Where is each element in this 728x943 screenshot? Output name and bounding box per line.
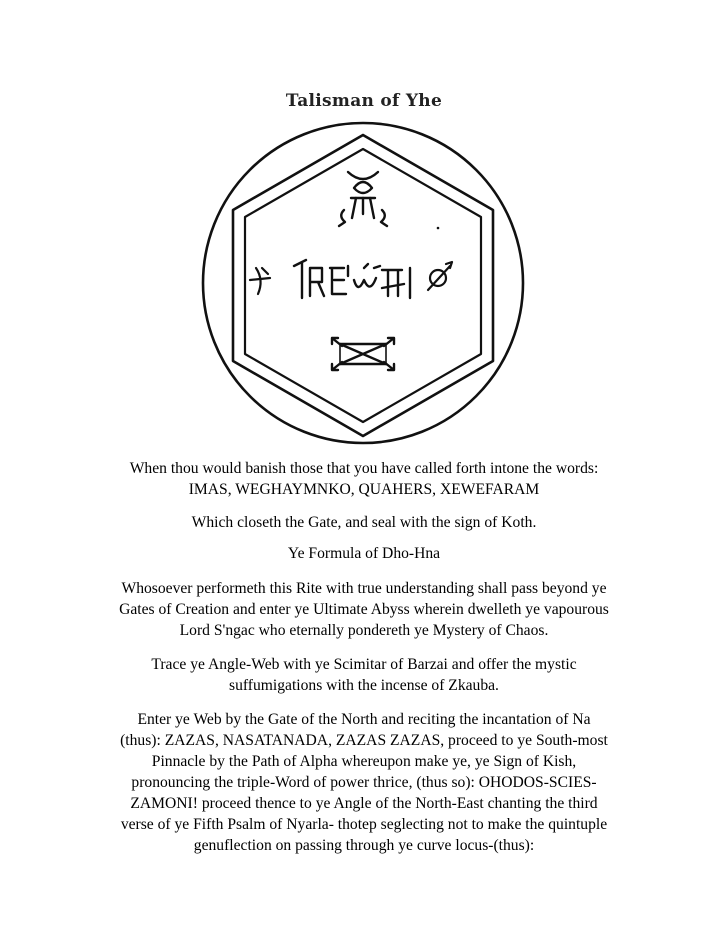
text-line: When thou would banish those that you have called forth intone the words: [129,460,599,477]
text-line: (thus): ZAZAS, NASATANADA, ZAZAS ZAZAS, proceed to ye South-most [120,732,608,749]
text-line: genuflection on passing through ye curve locus-(thus): [193,837,535,854]
dot-mark [437,227,440,230]
text-line: Gates of Creation and enter ye Ultimate Abyss wherein dwelleth ye vapourous [119,601,609,618]
text-line: IMAS, WEGHAYMNKO, QUAHERS, XEWEFARAM [188,481,540,498]
talisman-sigil [198,118,528,448]
text-line: Ye Formula of Dho-Hna [287,545,441,562]
text-line: ZAMONI! proceed thence to ye Angle of the North-East chanting the third [130,795,598,812]
text-line: Trace ye Angle-Web with ye Scimitar of Barzai and offer the mystic [151,656,577,673]
text-line: Enter ye Web by the Gate of the North and reciting the incantation of Na [137,711,591,728]
text-line: pronouncing the triple-Word of power thrice, (thus so): OHODOS-SCIES- [131,774,597,791]
text-line: Pinnacle by the Path of Alpha whereupon make ye, ye Sign of Kish, [151,753,577,770]
inner-hexagon [245,149,481,422]
left-cross-glyph-icon [250,268,270,294]
horned-glyph-icon [339,172,387,226]
rite-paragraph [0,578,728,641]
talisman-title: Talisman of Yhe [285,91,443,111]
right-circle-glyph-icon [428,262,452,290]
text-line: suffumigations with the incense of Zkauba. [229,677,499,694]
banishing-paragraph [0,458,728,500]
text-line: Lord S'ngac who eternally pondereth ye Mystery of Chaos. [179,622,549,639]
central-script-glyphs-icon [294,260,410,298]
text-line: verse of ye Fifth Psalm of Nyarla- thotep seglecting not to make the quintuple [120,816,608,833]
gate-closing-paragraph [0,512,728,533]
formula-heading [0,543,728,564]
boxed-cross-glyph-icon [332,338,394,370]
angle-web-paragraph [0,654,728,696]
incantation-paragraph [0,709,728,856]
text-line: Whosoever performeth this Rite with true understanding shall pass beyond ye [121,580,607,597]
text-line: Which closeth the Gate, and seal with the sign of Koth. [191,514,537,531]
